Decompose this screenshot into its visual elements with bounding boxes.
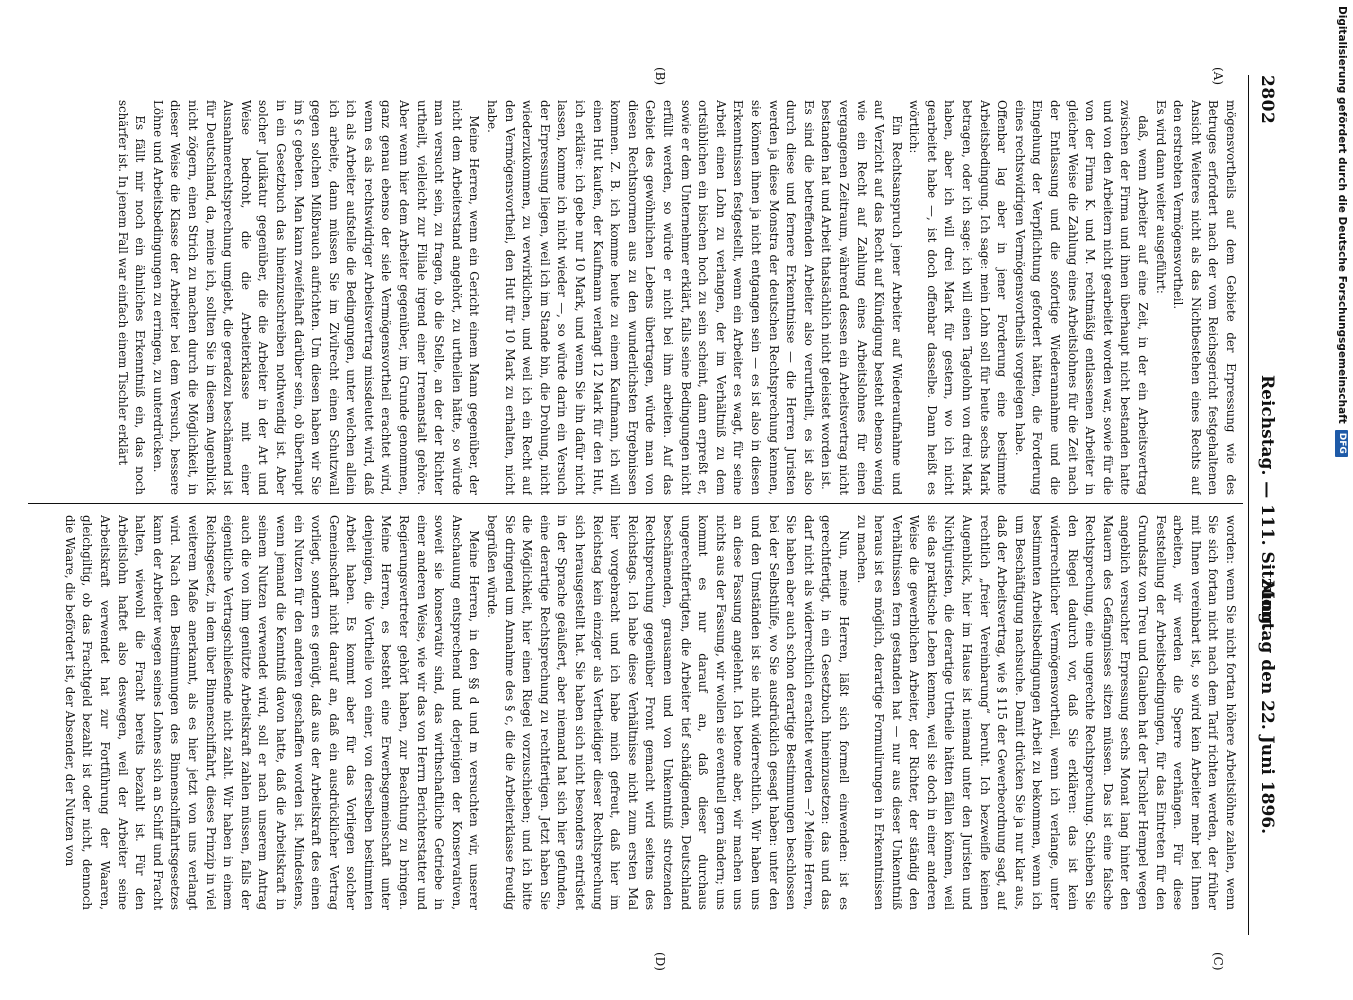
paragraph: Nun, meine Herren, läßt sich formell einwenden: ist es gerechtfertigt, in ein Gesetzbuch hineinzusetzen: das und das darf nicht als widerrechtlich erachtet werden —? Meine Herren, Sie haben aber auch schon derartige Bestimmungen beschlossen bei der Selbsthilfe, wo Sie ausdrücklich gesagt haben: unter den und den Umständen ist sie nicht widerrechtlich. Wir haben uns an diese Fassung angelehnt. Ich betone aber, wir machen uns nichts aus der Fassung, wir wollen sie eventuell gern ändern; uns kommt es nur darauf an, daß dieser durchaus ungerechtfertigten, die Arbeiter tief schädigenden, Deutschland beschämenden, grausamen und von Unkenntniß strotzenden Rechtsprechung gegenüber Front gemacht wird seitens des Reichstags. Ich habe diese Verhältnisse nicht zum ersten Mal hier vorgebracht und ich habe mich gefreut, daß hier im Reichstag kein einziger als Vertheidiger dieser Rechtsprechung sich herausgestellt hat. Sie haben sich nicht besonders entrüstet in der Sprache geäußert, aber niemand hat sich hier gefunden, eine derartige Rechtsprechung zu rechtfertigen. Jetzt haben Sie die Möglichkeit, hier einen Riegel vorzuschieben; und ich bitte Sie dringend um Annahme des § c, die die Arbeiterklasse freudig begrüßen würde. bbox=[485, 515, 851, 910]
paragraph: mögensvortheils auf dem Gebiete der Erpressung wie des Betruges erfordert nach der vom Reichsgericht festgehaltenen Ansicht Weiteres nicht als das Nichtbestehen eines Rechts auf den erstrebten Vermögensvortheil. bbox=[1171, 100, 1238, 495]
session-title: Reichstag. — 111. Sitzung. bbox=[1257, 375, 1277, 631]
text-column-left bbox=[29, 100, 1239, 495]
margin-marker-c: (C) bbox=[1211, 952, 1225, 971]
paragraph: Offenbar lag aber in jener Forderung eine bestimmte Arbeitsbedingung. Ich sage: mein Lohn soll für heute sechs Mark betragen, oder ich sage: ich will einen Tagelohn von drei Mark haben, aber ich will drei Mark für gestern, wo ich nicht gearbeitet habe —, ist doch offenbar dasselbe. Dann heißt es wörtlich: bbox=[907, 100, 1010, 495]
paragraph: daß, wenn Arbeiter auf eine Zeit, in der ein Arbeitsvertrag zwischen der Firma und ihnen überhaupt nicht bestanden hatte und von den Arbeitern nicht gearbeitet worden war, sowie für die von der Firma K. und M. rechtmäßig entlassenen Arbeiter in gleicher Weise die Zahlung eines Arbeitslohnes für die Zeit nach der Entlassung und die sofortige Wiederannahme und die Eingehung der Verpflichtung gefordert hätten, die Forderung eines rechtswidrigen Vermögensvortheils vorgelegen habe. bbox=[1012, 100, 1151, 495]
paragraph: worden: wenn Sie nicht fortan höhere Arbeitslöhne zahlen, wenn Sie sich fortan nicht nach dem Tarif richten werden, der früher mit Ihnen vereinbart ist, so wird kein Arbeiter mehr bei Ihnen arbeiten, wir werden die Sperre verhängen. Für diese Feststellung der Arbeitsbedingungen, für das Eintreten für den Grundsatz von Treu und Glauben hat der Tischler Hempel wegen angeblich versuchter Erpressung sechs Monat lang hinter den Mauern des Gefängnisses sitzen müssen. Das ist eine falsche Rechtsprechung, eine ungerechte Rechtsprechung. Schieben Sie den Riegel dadurch vor, daß Sie erklären: das ist kein widerrechtlicher Vermögensvortheil, wenn ich verlange, unter bestimmten Arbeitsbedingungen Arbeit zu bekommen, wenn ich um Beschäftigung nachsuche. Damit drücken Sie ja nur klar aus, daß der Arbeitsvertrag, wie § 115 der Gewerbeordnung sagt, auf rechtlich „freier Vereinbarung“ beruht. Ich bezweifle keinen Augenblick, hier im Hause ist niemand unter den Juristen und Nichtjuristen, die derartige Urtheile hätten fällen können, weil sie das praktische Leben kennen, weil sie doch in einer anderen Weise die gewerblichen Arbeiter, der Richter, der ständig den Verhältnissen fern gestanden hat — nur aus dieser Unkenntniß heraus ist es möglich, derartige Formulirungen in Erkenntnissen zu machen. bbox=[854, 515, 1238, 910]
paragraph: Es wird dann weiter ausgeführt: bbox=[1153, 100, 1168, 294]
paragraph: Es sind die betreffenden Arbeiter also verurtheilt, es ist also durch diese und fernere Erkenntnisse — die Herren Juristen werden ja diese Monstra der deutschen Rechtsprechung kennen, sie können ihnen ja nicht entgangen sein — es ist also in diesen Erkenntnissen festgestellt, wenn ein Arbeiter es wagt, für seine Arbeit einen Lohn zu verlangen, der im Verhältniß zu dem ortsüblichen ein bischen hoch zu sein scheint, dann erpreßt er, sowie er dem Unternehmer erklärt, falls seine Bedingungen nicht erfüllt werden, so würde er nicht bei ihm arbeiten. Auf das Gebiet des gewöhnlichen Lebens übertragen, würde man von diesen Rechtsnormen aus zu den wunderlichsten Ergebnissen kommen. Z. B. ich komme heute zu einem Kaufmann, ich will einen Hut kaufen, der Kaufmann verlangt 12 Mark für den Hut, ich erkläre: ich gebe nur 10 Mark, und wenn Sie ihn dafür nicht lassen, komme ich nicht wieder —, so würde darin ein Versuch der Erpressung liegen, weil ich im Stande bin, die Drohung, nicht wiederzukommen, zu verwirklichen, und weil ich ein Recht auf den Vermögensvortheil, den Hut für 10 Mark zu erhalten, nicht habe. bbox=[485, 100, 816, 495]
page-number: 2802 bbox=[1257, 75, 1277, 125]
text-column-right bbox=[29, 515, 1239, 910]
page-header bbox=[1248, 75, 1283, 935]
paragraph: Es fällt mir noch ein ähnliches Erkenntniß ein, das noch schärfer ist. In jenem Fall war einfach einem Tischler erklärt bbox=[115, 100, 148, 495]
margin-marker-d: (D) bbox=[653, 952, 667, 971]
session-date: Montag den 22. Juni 1896. bbox=[1257, 580, 1277, 835]
column-divider bbox=[28, 503, 1243, 504]
credit-text: Digitalisierung gefördert durch die Deutsche Forschungsgemeinschaft bbox=[1336, 6, 1348, 424]
margin-marker-a: (A) bbox=[1211, 67, 1225, 86]
digitization-credit bbox=[1334, 6, 1350, 826]
paragraph: Meine Herren, in den §§ d und m versuchten wir, unserer Anschauung entsprechend und derjenigen der Konservativen, soweit sie konservativ sind, das wirthschaftliche Getriebe in einer anderen Weise, wie wir das von Herrn Berichterstatter und Regierungsvertreter gehört haben, zur Beachtung zu bringen. Meine Herren, es besteht eine Erwerbsgemeinschaft unter denjenigen, die Vortheile von einer, von derselben bestimmten Arbeit haben. Es kommt aber für das Vorliegen solcher Gemeinschaft nicht darauf an, daß ein ausdrücklicher Vertrag vorliegt, sondern es genügt, daß aus der Arbeitskraft des einen ein Nutzen für den anderen geschaffen worden ist. Mindestens, wenn jemand die Kenntniß davon hatte, daß die Arbeitskraft in seinem Nutzen verwendet wird, soll er nach unserem Antrag auch die von ihm genützte Arbeitskraft zahlen müssen, falls der eigentliche Vertragschließende nicht zahlt. Wir haben in einem Reichsgesetz, in dem über Binnenschiffahrt, dieses Prinzip in viel weiterem Maße anerkannt, als es hier jetzt von uns verlangt wird. Nach den Bestimmungen des Binnenschiffahrtsgesetzes kann der Arbeiter wegen seines Lohnes sich an Schiff und Fracht halten, wiewohl die Fracht bereits bezahlt ist. Für den Arbeitslohn haftet also deswegen, weil der Arbeiter seine Arbeitskraft verwendet hat zur Fortführung der Waaren, gleichgiltig, ob das Frachtgeld bezahlt ist oder nicht, dennoch die Waare, die befördert ist, der Absender, der Nutzen von bbox=[62, 515, 482, 910]
paragraph: Meine Herren, wenn ein Gericht einem Mann gegenüber, der nicht dem Arbeiterstand angehört, zu urtheilen hätte, so würde man versucht sein, zu fragen, ob die Stelle, an der der Richter urtheilt, vielleicht zur Filiale irgend einer Irrenanstalt gehöre. Aber wenn hier dem Arbeiter gegenüber, im Grunde genommen, ganz genau ebenso der siele Vermögensvortheil erachtet wird, wenn es als rechtswidriger Arbeitsvertrag missdeutet wird, daß ich als Arbeiter aufstelle die Bedingungen, unter welchen allein ich arbeite, dann müssen Sie im Zivilrecht einen Schutzwall gegen solchen Mißbrauch aufrichten. Um diesen haben wir Sie im § c gebeten. Man kann zweifelhaft darüber sein, ob überhaupt in ein Gesetzbuch das hineinzuschreiben nothwendig ist. Aber solcher Judikatur gegenüber, die die Arbeiter in der Art und Weise bedroht, die die Arbeiterklasse mit einer Ausnahmerechtsprechung umgiebt, die geradezu beschämend ist für Deutschland, da, meine ich, sollten Sie in diesem Augenblick nicht zögern, einen Strich zu machen durch die Möglichkeit, in dieser Weise die Klasse der Arbeiter bei dem Versuch, bessere Löhne und Arbeitsbedingungen zu erringen, zu unterdrücken. bbox=[150, 100, 482, 495]
paragraph: Ein Rechtsanspruch jener Arbeiter auf Wiederaufnahme und auf Verzicht auf das Recht auf Kündigung besteht ebenso wenig wie ein Recht auf Zahlung eines Arbeitslohnes für einen vergangenen Zeitraum, während dessen ein Arbeitsvertrag nicht bestanden hat und Arbeit thatsächlich nicht geleistet worden ist. bbox=[819, 100, 904, 495]
dfg-logo: DFG bbox=[1336, 430, 1349, 457]
margin-marker-b: (B) bbox=[653, 67, 667, 86]
